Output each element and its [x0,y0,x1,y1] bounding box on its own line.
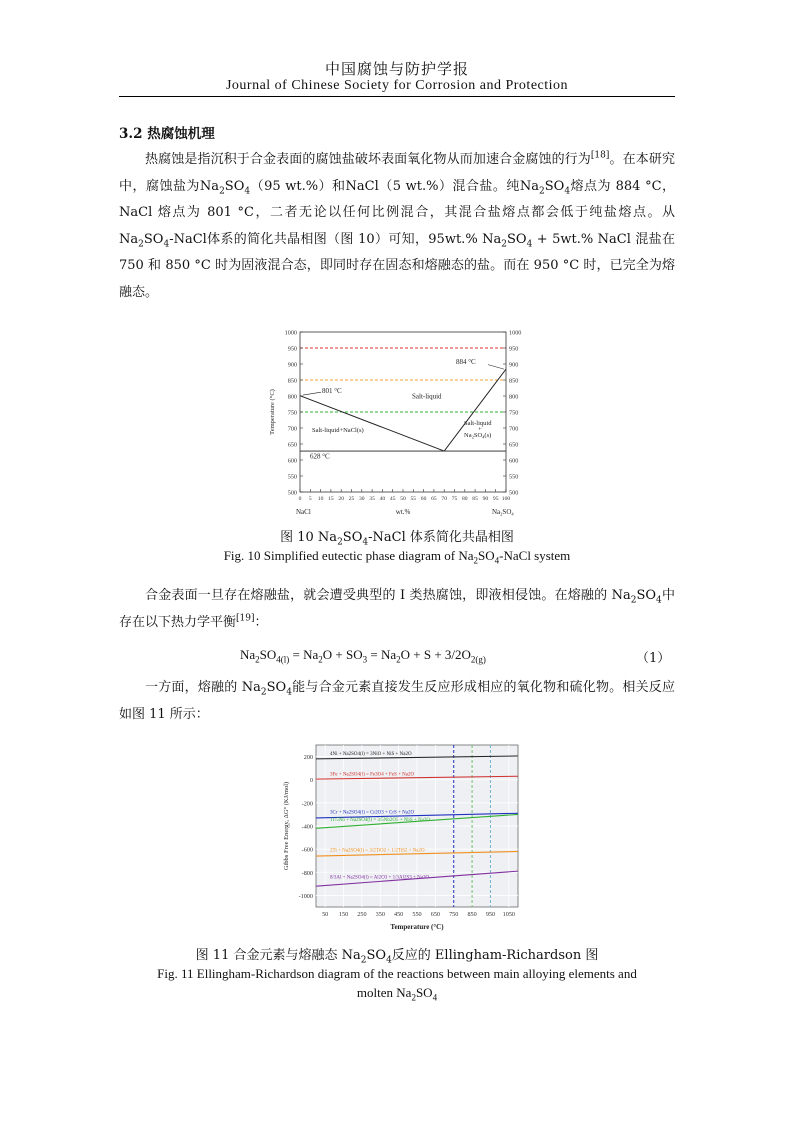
paragraph-2: 合金表面一旦存在熔融盐，就会遭受典型的 I 类热腐蚀，即液相侵蚀。在熔融的 $Na_2SO_4$中存在以下热力学平衡[19]： [119,588,675,630]
x-end-left-label: NaCl [296,508,311,516]
paragraph-1: 热腐蚀是指沉积于合金表面的腐蚀盐破坏表面氧化物从而加速合金腐蚀的行为[18]。在本研究中，腐蚀盐为$Na_2SO_4(95$ wt.%）和NaCl（5 wt.%）混合盐。纯$Na_2SO_4$熔点为 884 °C，NaCl 熔点为 801 °C，二者无论以任何比例混合，其混合盐熔点都会低于纯盐熔点。从$Na_2SO_4$-NaCl体系的简化共晶相图（图 10）可知，95wt.% $Na_2SO_4 + 5wt.\%$ NaCl 混盐在 750 和 850 °C 时为固液混合态，即同时存在固态和熔融态的盐。而在 950 °C 时，已完全为熔融态。 [119,150,675,300]
x-tick-label: 0 [298,496,302,502]
text: 热腐蚀是指沉积于合金表面的腐蚀盐破坏表面氧化物从而加速合金腐蚀的行为 [145,152,591,167]
y-tick-label: 0 [309,777,313,785]
section-title: 热腐蚀机理 [147,126,215,142]
text: SO [143,231,164,247]
annotation-884: 884 °C [456,358,476,366]
region-right-label-2: + [478,426,482,434]
x-tick-label: 450 [393,911,404,918]
section-heading [119,122,215,142]
region-right-label-1: Salt-liquid [464,419,492,427]
citation: [18] [590,150,610,161]
y-tick-label-right: 600 [509,457,519,465]
equation-1: $Na_2SO_{4(l)} = Na_2O + SO_3 = Na_2O + S + 3/2O_{2(g)}$ [240,647,486,665]
x-tick-label: 55 [410,496,417,502]
y-tick-label: -800 [301,869,313,877]
y-tick-label: 850 [287,377,297,385]
x-tick-label: 250 [357,911,367,918]
text: SO [544,178,565,194]
y-tick-label-right: 950 [509,345,519,353]
series-label-3: 11/5Nb + Na2SO4(l) = 3/5Nb2O5 + NbS + Na2O [330,818,430,824]
y-tick-label: -200 [301,800,313,808]
fig10-phase-diagram [264,324,534,519]
x-tick-label: 80 [462,496,468,502]
x-tick-label: 95 [492,496,499,502]
x-tick-label: 85 [472,496,478,502]
x-axis-label: wt.% [395,508,411,516]
x-tick-label: 50 [322,911,329,918]
text: 熔点为 884 °C，NaCl 熔点为 801 °C，二者无论以任何比例混合，其混合盐熔点都会低于纯盐熔点。从Na [119,178,675,247]
annotation-801: 801 °C [322,386,342,395]
text: + 5wt.% NaCl 混盐在 750 和 850 °C 时为固液混合态，即同时存在固态和熔融态的盐。而在 950 °C 时，已完全为熔融态。 [119,231,675,300]
x-tick-label: 5 [308,496,312,502]
text: -NaCl体系的简化共晶相图（图 10）可知，95wt.% Na [169,231,502,247]
y-axis-label: Temperature (°C) [269,389,276,435]
x-tick-label: 45 [389,496,396,502]
text: （95 wt.%）和NaCl（5 wt.%）混合盐。纯Na [250,178,540,194]
y-tick-label-right: 700 [509,425,519,433]
x-tick-label: 90 [482,496,489,502]
x-tick-label: 350 [375,911,385,918]
fig11-caption-en: Fig. 11 Ellingham-Richardson diagram of the reactions between main alloying elements and molten $Na_2SO_4$ [157,966,637,1003]
text: 。在本研究中，腐蚀盐为Na [119,152,675,194]
series-label-5: 8/3Al + Na2SO4(l) = Al2O3 + 1/3Al2S3 + Na2O [330,875,430,881]
y-tick-label-right: 550 [509,473,519,481]
citation: [19] [236,613,255,624]
series-label-0: 4Ni + Na2SO4(l) = 3NiO + NiS + Na2O [330,752,412,758]
equation-number: （1） [636,651,671,666]
fig10-caption-cn: 图 10 $Na_2SO_4$-NaCl 体系简化共晶相图 [280,530,514,548]
y-tick-label: 650 [287,441,297,449]
section-number: 3.2 [119,126,143,142]
y-tick-label: -400 [301,823,313,831]
x-tick-label: 50 [400,496,406,502]
y-tick-label: 550 [287,473,297,481]
x-tick-label: 550 [412,911,422,918]
y-tick-label: 950 [287,345,297,353]
y-tick-label: -1000 [298,892,313,900]
series-label-1: 3Fe + Na2SO4(l) = Fe3O4 + FeS + Na2O [330,772,415,778]
y-tick-label: 900 [287,361,297,369]
y-tick-label: 1000 [284,329,297,337]
fig10-caption-en: Fig. 10 Simplified eutectic phase diagram of $Na_2SO_4$-NaCl system [223,548,571,566]
y-tick-label-right: 800 [509,393,519,401]
paragraph-3: 一方面，熔融的 $Na_2SO_4$能与合金元素直接发生反应形成相应的氧化物和硫化物。相关反应如图 11 所示： [119,680,675,722]
y-tick-label: 500 [287,489,297,497]
y-axis-label: Gibbs Free Energy, ΔG° (KJ/mol) [283,781,290,871]
y-tick-label: 800 [287,393,297,401]
x-tick-label: 25 [348,496,355,502]
series-label-4: 2Ti + Na2SO4(l) = 3/2TiO2 + 1/2TiS2 + Na2O [330,848,425,854]
journal-title-en: Journal of Chinese Society for Corrosion and Protection [225,78,569,93]
x-tick-label: 650 [430,911,441,918]
x-tick-label: 10 [317,496,324,502]
annotation-628: 628 °C [310,452,330,461]
x-tick-label: 1050 [502,911,516,918]
x-tick-label: 15 [328,496,334,502]
x-tick-label: 150 [338,911,349,918]
text: SO [506,231,527,247]
x-tick-label: 850 [467,911,477,918]
region-left-label: Salt-liquid+NaCl(s) [312,426,364,434]
x-tick-label: 30 [359,496,365,502]
x-tick-label: 100 [501,496,511,502]
y-tick-label: 600 [287,457,297,465]
y-tick-label: -600 [301,846,313,854]
x-tick-label: 70 [441,496,447,502]
x-tick-label: 35 [369,496,375,502]
x-tick-label: 75 [451,496,458,502]
text: SO [224,178,245,194]
y-tick-label-right: 750 [509,409,519,417]
x-tick-label: 950 [485,911,496,918]
y-tick-label-right: 500 [509,489,519,497]
fig11-ellingham-diagram [276,741,524,937]
x-tick-label: 750 [449,911,459,918]
region-right-label-3: $Na_2SO_4(s)$ [464,431,492,440]
journal-title-cn: 中国腐蚀与防护学报 [324,60,469,78]
y-tick-label: 750 [287,409,297,417]
region-liquid-label: Salt-liquid [412,392,442,401]
x-end-right-label: $Na_2SO_4$ [492,508,514,517]
x-axis-label: Temperature (°C) [390,923,444,931]
y-tick-label-right: 1000 [509,329,522,337]
x-tick-label: 20 [338,496,344,502]
y-tick-label: 700 [287,425,297,433]
y-tick-label: 200 [303,754,313,762]
x-tick-label: 60 [420,496,427,502]
x-tick-label: 65 [431,496,437,502]
x-tick-label: 40 [379,496,386,502]
header-rule [119,96,675,97]
y-tick-label-right: 650 [509,441,519,449]
y-tick-label-right: 900 [509,361,519,369]
series-label-2: 3Cr + Na2SO4(l) = Cr2O3 + CrS + Na2O [330,810,415,816]
fig11-caption-cn: 图 11 合金元素与熔融态 $Na_2SO_4$反应的 Ellingham-Richardson 图 [195,948,599,966]
y-tick-label-right: 850 [509,377,519,385]
